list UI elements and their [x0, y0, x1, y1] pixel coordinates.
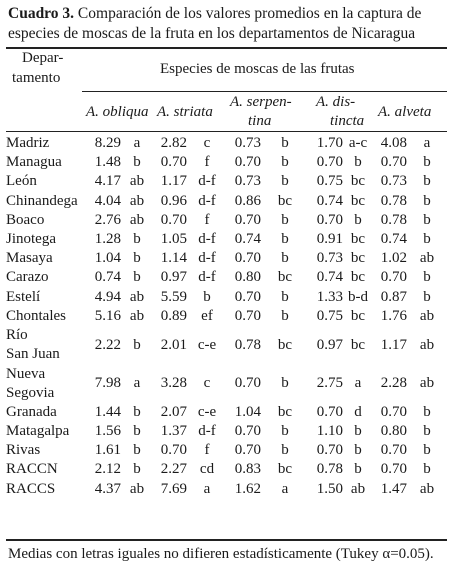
species-header-serpentina-line2: tina: [248, 113, 272, 129]
mean-value-cell: 0.91: [316, 231, 343, 248]
dept-cell: Estelí: [6, 288, 41, 305]
tukey-letter-cell: b: [354, 423, 362, 440]
table-row: [6, 288, 447, 307]
mean-value-cell: 1.47: [380, 480, 407, 497]
mean-value-cell: 0.73: [316, 250, 343, 267]
caption-label: Cuadro 3.: [8, 5, 75, 22]
mean-value-cell: 0.70: [380, 154, 407, 171]
tukey-letter-cell: bc: [350, 336, 366, 353]
tukey-letter-cell: b-d: [348, 288, 368, 305]
tukey-letter-cell: b: [281, 135, 289, 151]
tukey-letter-cell: b: [281, 173, 289, 190]
tukey-letter-cell: bc: [277, 269, 293, 286]
tukey-letter-cell: c-e: [197, 403, 217, 420]
tukey-letter-cell: bc: [277, 403, 293, 420]
mean-value-cell: 2.82: [160, 135, 187, 151]
dept-cell: Granada: [6, 403, 57, 420]
mean-value-cell: 1.14: [160, 250, 187, 267]
dept-cell: RACCN: [6, 461, 58, 478]
mean-value-cell: 0.96: [160, 192, 187, 209]
tukey-letter-cell: b: [281, 154, 289, 171]
mean-value-cell: 0.73: [380, 173, 407, 190]
mean-value-cell: 1.28: [94, 231, 121, 248]
tukey-letter-cell: b: [203, 288, 211, 305]
species-header-alveta: A. alveta: [378, 104, 432, 120]
species-header-distincta: A. dis-: [316, 94, 356, 110]
mean-value-cell: 8.29: [94, 135, 121, 151]
tukey-letter-cell: b: [354, 461, 362, 478]
table-row: [6, 268, 447, 287]
table-row: [6, 192, 447, 211]
mean-value-cell: 0.70: [160, 442, 187, 459]
tukey-letter-cell: bc: [350, 173, 366, 190]
tukey-letter-cell: b: [133, 154, 141, 171]
tukey-letter-cell: c: [203, 375, 211, 392]
tukey-letter-cell: b: [423, 173, 431, 190]
tukey-letter-cell: ab: [419, 307, 435, 324]
species-header-striata: A. striata: [157, 104, 213, 120]
dept-cell: Madriz: [6, 135, 50, 151]
species-header-distincta-line2: tincta: [330, 113, 365, 129]
mean-value-cell: 2.75: [316, 375, 343, 392]
species-header-obliqua: A. obliqua: [86, 104, 149, 120]
tukey-letter-cell: a: [133, 135, 141, 151]
tukey-letter-cell: b: [423, 269, 431, 286]
table-row: [6, 422, 447, 441]
tukey-letter-cell: a: [281, 480, 289, 497]
tukey-letter-cell: d: [354, 403, 362, 420]
tukey-letter-cell: b: [133, 442, 141, 459]
tukey-letter-cell: b: [133, 403, 141, 420]
dept-cell: Matagalpa: [6, 423, 70, 440]
data-table: [6, 134, 447, 499]
table-row: [6, 172, 447, 191]
tukey-letter-cell: bc: [350, 250, 366, 267]
tukey-letter-cell: ef: [201, 307, 213, 324]
tukey-letter-cell: b: [133, 336, 141, 353]
mean-value-cell: 2.01: [160, 336, 187, 353]
mean-value-cell: 0.80: [234, 269, 261, 286]
tukey-letter-cell: bc: [350, 231, 366, 248]
tukey-letter-cell: b: [423, 461, 431, 478]
mean-value-cell: 0.73: [234, 173, 261, 190]
top-rule: [6, 47, 447, 49]
tukey-letter-cell: c-e: [197, 336, 217, 353]
mean-value-cell: 1.62: [234, 480, 261, 497]
mean-value-cell: 1.50: [316, 480, 343, 497]
tukey-letter-cell: b: [423, 231, 431, 248]
mean-value-cell: 2.76: [94, 211, 121, 228]
tukey-letter-cell: ab: [129, 192, 145, 209]
table-row: [6, 211, 447, 230]
tukey-letter-cell: ab: [350, 480, 366, 497]
table-row: [6, 364, 447, 402]
tukey-letter-cell: d-f: [198, 269, 216, 286]
tukey-letter-cell: b: [423, 403, 431, 420]
tukey-letter-cell: d-f: [198, 423, 216, 440]
mean-value-cell: 0.78: [380, 192, 407, 209]
mean-value-cell: 2.27: [160, 461, 187, 478]
mean-value-cell: 0.70: [234, 375, 261, 392]
table-row: [6, 326, 447, 364]
tukey-letter-cell: ab: [129, 173, 145, 190]
dept-cell: Chontales: [6, 307, 66, 324]
tukey-letter-cell: f: [204, 154, 210, 171]
mean-value-cell: 0.74: [316, 192, 343, 209]
mean-value-cell: 4.37: [94, 480, 121, 497]
mean-value-cell: 1.17: [160, 173, 187, 190]
mean-value-cell: 0.78: [316, 461, 343, 478]
tukey-letter-cell: b: [354, 442, 362, 459]
tukey-letter-cell: a: [133, 375, 141, 392]
tukey-letter-cell: bc: [277, 461, 293, 478]
table-row: [6, 307, 447, 326]
dept-cell: RACCS: [6, 480, 56, 497]
mean-value-cell: 0.83: [234, 461, 261, 478]
tukey-letter-cell: b: [423, 442, 431, 459]
dept-header-line1: Depar-: [22, 50, 64, 66]
tukey-letter-cell: b: [281, 231, 289, 248]
mean-value-cell: 0.75: [316, 307, 343, 324]
species-header-serpentina: A. serpen-: [230, 94, 292, 110]
mean-value-cell: 0.80: [380, 423, 407, 440]
mean-value-cell: 7.98: [94, 375, 121, 392]
mean-value-cell: 0.70: [316, 211, 343, 228]
tukey-letter-cell: bc: [277, 336, 293, 353]
dept-cell: Chinandega: [6, 192, 78, 209]
mean-value-cell: 0.70: [316, 403, 343, 420]
mean-value-cell: 0.97: [316, 336, 343, 353]
tukey-letter-cell: b: [281, 423, 289, 440]
tukey-letter-cell: b: [354, 154, 362, 171]
mean-value-cell: 0.73: [234, 135, 261, 151]
tukey-letter-cell: ab: [419, 250, 435, 267]
tukey-letter-cell: ab: [129, 307, 145, 324]
mean-value-cell: 0.70: [234, 250, 261, 267]
dept-cell: Río San Juan: [6, 327, 60, 363]
dept-cell: León: [6, 173, 37, 190]
tukey-letter-cell: b: [133, 461, 141, 478]
tukey-letter-cell: b: [354, 211, 362, 228]
tukey-letter-cell: b: [281, 250, 289, 267]
mean-value-cell: 0.70: [380, 269, 407, 286]
mean-value-cell: 0.70: [160, 211, 187, 228]
dept-cell: Jinotega: [6, 231, 56, 248]
mean-value-cell: 0.70: [160, 154, 187, 171]
dept-cell: Boaco: [6, 211, 45, 228]
tukey-letter-cell: ab: [129, 480, 145, 497]
mean-value-cell: 1.05: [160, 231, 187, 248]
mean-value-cell: 0.78: [234, 336, 261, 353]
table-row: [6, 403, 447, 422]
species-group-header: Especies de moscas de las frutas: [160, 61, 355, 77]
table-row: [6, 460, 447, 479]
mean-value-cell: 0.70: [316, 442, 343, 459]
mean-value-cell: 0.87: [380, 288, 407, 305]
tukey-letter-cell: ab: [419, 336, 435, 353]
tukey-letter-cell: b: [133, 250, 141, 267]
mean-value-cell: 1.04: [94, 250, 121, 267]
tukey-letter-cell: bc: [350, 192, 366, 209]
table-row: [6, 134, 447, 153]
mean-value-cell: 2.12: [94, 461, 121, 478]
tukey-letter-cell: a-c: [348, 135, 368, 151]
table-row: [6, 230, 447, 249]
mean-value-cell: 1.44: [94, 403, 121, 420]
mean-value-cell: 2.28: [380, 375, 407, 392]
mean-value-cell: 0.97: [160, 269, 187, 286]
tukey-letter-cell: b: [281, 375, 289, 392]
mean-value-cell: 1.37: [160, 423, 187, 440]
mean-value-cell: 2.07: [160, 403, 187, 420]
bottom-rule: [6, 539, 447, 541]
mean-value-cell: 2.22: [94, 336, 121, 353]
tukey-letter-cell: b: [281, 288, 289, 305]
tukey-letter-cell: b: [281, 307, 289, 324]
table-row: [6, 441, 447, 460]
mean-value-cell: 0.86: [234, 192, 261, 209]
mean-value-cell: 4.94: [94, 288, 121, 305]
tukey-letter-cell: ab: [129, 211, 145, 228]
tukey-letter-cell: b: [423, 211, 431, 228]
mean-value-cell: 0.70: [234, 211, 261, 228]
mean-value-cell: 1.61: [94, 442, 121, 459]
mean-value-cell: 1.48: [94, 154, 121, 171]
dept-cell: Masaya: [6, 250, 53, 267]
table-caption: [8, 4, 448, 44]
tukey-letter-cell: ab: [129, 288, 145, 305]
dept-cell: Managua: [6, 154, 62, 171]
tukey-letter-cell: b: [423, 288, 431, 305]
mean-value-cell: 5.16: [94, 307, 121, 324]
tukey-letter-cell: bc: [350, 269, 366, 286]
tukey-letter-cell: bc: [277, 192, 293, 209]
mean-value-cell: 0.74: [234, 231, 261, 248]
tukey-letter-cell: f: [204, 442, 210, 459]
dept-header-line2: tamento: [12, 70, 61, 86]
tukey-letter-cell: b: [133, 423, 141, 440]
mean-value-cell: 0.70: [380, 461, 407, 478]
tukey-letter-cell: f: [204, 211, 210, 228]
group-rule: [82, 91, 447, 92]
mean-value-cell: 7.69: [160, 480, 187, 497]
tukey-letter-cell: ab: [419, 480, 435, 497]
tukey-letter-cell: b: [281, 211, 289, 228]
mean-value-cell: 0.75: [316, 173, 343, 190]
mean-value-cell: 1.76: [380, 307, 407, 324]
mean-value-cell: 1.70: [316, 135, 343, 151]
tukey-letter-cell: b: [133, 269, 141, 286]
mean-value-cell: 1.56: [94, 423, 121, 440]
mean-value-cell: 0.70: [234, 442, 261, 459]
tukey-letter-cell: b: [133, 231, 141, 248]
mean-value-cell: 0.78: [380, 211, 407, 228]
tukey-letter-cell: b: [423, 423, 431, 440]
mean-value-cell: 0.74: [94, 269, 121, 286]
dept-cell: Rivas: [6, 442, 41, 459]
mean-value-cell: 0.74: [316, 269, 343, 286]
tukey-letter-cell: d-f: [198, 192, 216, 209]
mean-value-cell: 0.70: [380, 403, 407, 420]
dept-cell: Carazo: [6, 269, 49, 286]
header-rule: [6, 131, 447, 132]
mean-value-cell: 0.70: [316, 154, 343, 171]
table-row: [6, 480, 447, 499]
tukey-letter-cell: c: [203, 135, 211, 151]
mean-value-cell: 0.70: [234, 154, 261, 171]
mean-value-cell: 0.70: [234, 288, 261, 305]
tukey-letter-cell: a: [423, 135, 431, 151]
tukey-letter-cell: b: [281, 442, 289, 459]
tukey-letter-cell: b: [423, 154, 431, 171]
dept-cell: Nueva Segovia: [6, 365, 55, 401]
table-row: [6, 153, 447, 172]
mean-value-cell: 0.70: [234, 307, 261, 324]
table-footnote: Medias con letras iguales no difieren estadísticamente (Tukey α=0.05).: [8, 546, 434, 562]
tukey-letter-cell: d-f: [198, 173, 216, 190]
mean-value-cell: 4.04: [94, 192, 121, 209]
mean-value-cell: 1.10: [316, 423, 343, 440]
tukey-letter-cell: bc: [350, 307, 366, 324]
mean-value-cell: 0.74: [380, 231, 407, 248]
tukey-letter-cell: a: [203, 480, 211, 497]
mean-value-cell: 0.70: [234, 423, 261, 440]
mean-value-cell: 4.17: [94, 173, 121, 190]
mean-value-cell: 1.33: [316, 288, 343, 305]
caption-text: Comparación de los valores promedios en la captura de especies de moscas de la fruta en los departamentos de Nicaragua: [8, 5, 422, 42]
tukey-letter-cell: d-f: [198, 231, 216, 248]
table-row: [6, 249, 447, 268]
mean-value-cell: 0.89: [160, 307, 187, 324]
tukey-letter-cell: ab: [419, 375, 435, 392]
mean-value-cell: 1.04: [234, 403, 261, 420]
mean-value-cell: 1.02: [380, 250, 407, 267]
mean-value-cell: 4.08: [380, 135, 407, 151]
tukey-letter-cell: b: [423, 192, 431, 209]
tukey-letter-cell: a: [354, 375, 362, 392]
mean-value-cell: 1.17: [380, 336, 407, 353]
tukey-letter-cell: d-f: [198, 250, 216, 267]
tukey-letter-cell: cd: [199, 461, 215, 478]
mean-value-cell: 3.28: [160, 375, 187, 392]
mean-value-cell: 5.59: [160, 288, 187, 305]
mean-value-cell: 0.70: [380, 442, 407, 459]
